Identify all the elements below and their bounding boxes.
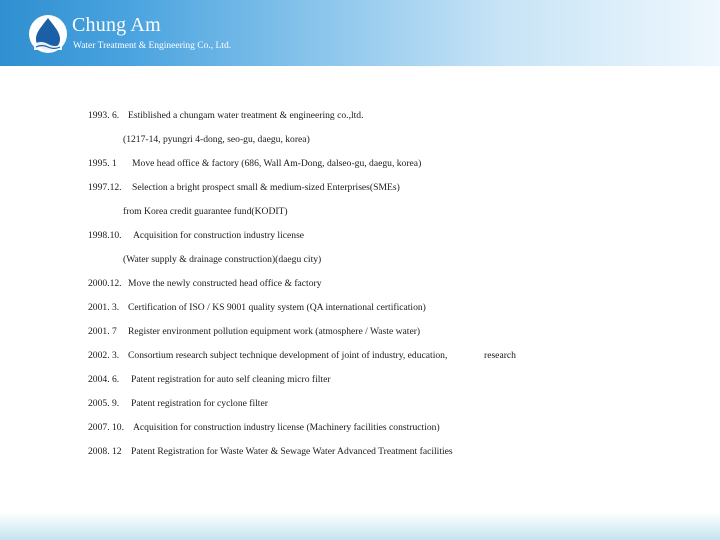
history-row: [0, 158, 720, 174]
history-row: [0, 398, 720, 414]
history-text: Selection a bright prospect small & medium-sized Enterprises(SMEs): [132, 182, 400, 193]
history-date: 1998.10.: [88, 230, 122, 241]
history-date: 1993. 6.: [88, 110, 120, 121]
history-text: Patent Registration for Waste Water & Sewage Water Advanced Treatment facilities: [131, 446, 453, 457]
history-row: [0, 206, 720, 222]
history-row: [0, 278, 720, 294]
history-date: 2001. 3.: [88, 302, 120, 313]
history-text: Move the newly constructed head office & factory: [128, 278, 322, 289]
history-row: [0, 134, 720, 150]
history-row: [0, 230, 720, 246]
history-date: 1995. 1: [88, 158, 117, 169]
history-text: Register environment pollution equipment work (atmosphere / Waste water): [128, 326, 421, 337]
history-text: Acquisition for construction industry license: [133, 230, 305, 241]
history-date: 1997.12.: [88, 182, 122, 193]
history-text: Certification of ISO / KS 9001 quality system (QA international certification): [128, 302, 426, 313]
history-row: [0, 302, 720, 318]
history-date: 2004. 6.: [88, 374, 120, 385]
history-date: 2002. 3.: [88, 350, 120, 361]
history-row: [0, 422, 720, 438]
history-date: 2001. 7: [88, 326, 117, 337]
history-text: (Water supply & drainage construction)(daegu city): [123, 254, 322, 265]
company-tagline: Water Treatment & Engineering Co., Ltd.: [73, 41, 232, 51]
history-text: (1217-14, pyungri 4-dong, seo-gu, daegu, korea): [123, 134, 310, 145]
history-row: [0, 446, 720, 462]
history-row: [0, 326, 720, 342]
history-text-continued: research: [484, 350, 516, 361]
history-date: 2000.12.: [88, 278, 122, 289]
history-text: from Korea credit guarantee fund(KODIT): [123, 206, 288, 217]
history-text: Estiblished a chungam water treatment & engineering co.,ltd.: [128, 110, 364, 121]
history-text: Patent registration for cyclone filter: [131, 398, 268, 409]
history-text: Move head office & factory (686, Wall Am-Dong, dalseo-gu, daegu, korea): [132, 158, 422, 169]
history-text: Patent registration for auto self cleaning micro filter: [131, 374, 331, 385]
history-row: [0, 374, 720, 390]
history-date: 2005. 9.: [88, 398, 120, 409]
history-row: [0, 254, 720, 270]
history-row: [0, 182, 720, 198]
history-row: [0, 110, 720, 126]
history-text: Consortium research subject technique development of joint of industry, education,: [128, 350, 448, 361]
history-row: [0, 350, 720, 366]
company-name: Chung Am: [72, 14, 161, 36]
history-date: 2007. 10.: [88, 422, 124, 433]
history-date: 2008. 12: [88, 446, 122, 457]
history-text: Acquisition for construction industry license (Machinery facilities construction): [133, 422, 440, 433]
footer-gradient-bar: [0, 512, 720, 540]
